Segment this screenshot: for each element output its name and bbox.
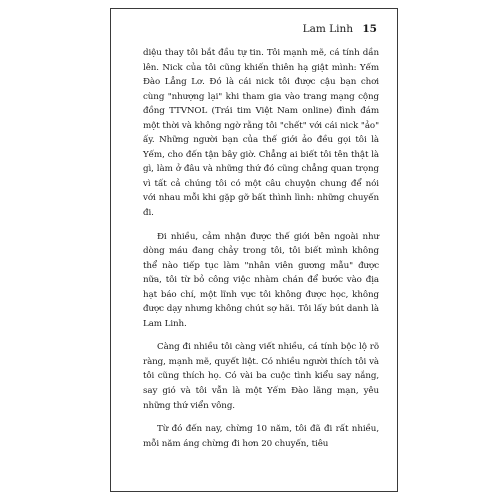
paragraph-3: Càng đi nhiều tôi càng viết nhiều, cá tính bộc lộ rõ ràng, mạnh mẽ, quyết liệt. Có nhiều người thích tôi và tôi cũng thích họ. Có vài ba cuộc tình kiểu say nắng, say gió và tôi vẫn là một Yếm Đào lãng mạn, yêu những thứ viển vông. xyxy=(143,342,379,411)
paragraph-1: diệu thay tôi bắt đầu tự tin. Tôi mạnh mẽ, cá tính dần lên. Nick của tôi cũng khiến thiên hạ giật mình: Yếm Đào Lẳng Lơ. Đó là cái nick tôi được cậu bạn chơi cùng "nhượng lại" khi tham gia vào trang mạng cộng đồng TTVNOL (Trái tim Việt Nam online) đình đám một thời và không ngờ rằng tôi "chết" với cái nick "ảo" ấy. Những người bạn của thế giới ảo đều gọi tôi là Yếm, cho đến tận bây giờ. Chẳng ai biết tôi tên thật là gì, làm ở đâu và những thứ đó cũng chẳng quan trọng vì tất cả chúng tôi có một câu chuyện chung để nói với nhau mỗi khi gặp gỡ bất thình lình: những chuyến đi. xyxy=(143,48,379,219)
paragraph-4: Từ đó đến nay, chừng 10 năm, tôi đã đi rất nhiều, mỗi năm áng chừng đi hơn 20 chuyến, tiêu xyxy=(143,424,379,449)
body-text xyxy=(143,46,379,460)
running-head xyxy=(303,23,377,35)
book-page xyxy=(110,8,398,492)
page-number: 15 xyxy=(362,23,377,35)
paragraph-2: Đi nhiều, cảm nhận được thế giới bên ngoài như dòng máu đang chảy trong tôi, tôi biết mình không thể nào tiếp tục làm "nhân viên gương mẫu" được nữa, tôi từ bỏ công việc nhàm chán để bước vào địa hạt báo chí, một lĩnh vực tôi không được học, không được dạy nhưng không chút sợ hãi. Tôi lấy bút danh là Lam Linh. xyxy=(143,231,379,329)
running-head-title: Lam Linh xyxy=(302,23,354,35)
